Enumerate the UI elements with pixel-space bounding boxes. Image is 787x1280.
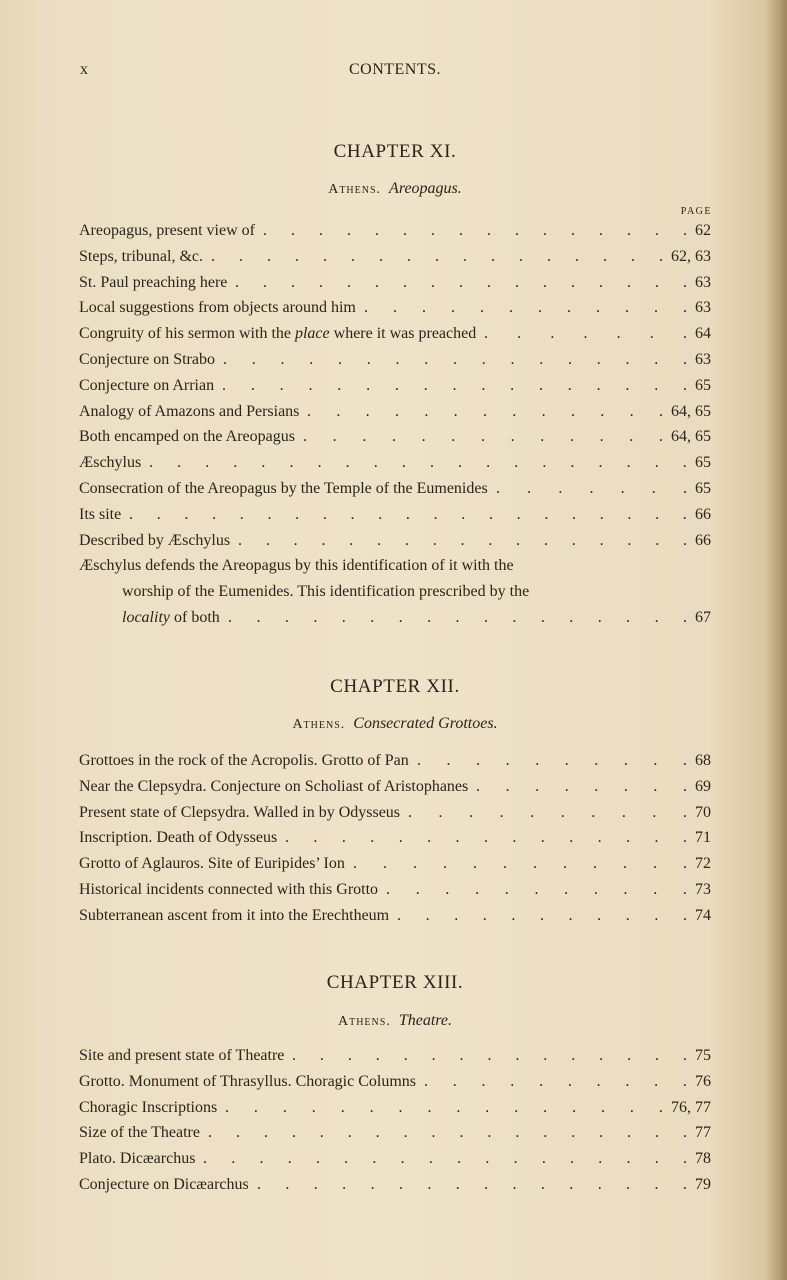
- toc-page-number: 73: [695, 881, 711, 898]
- toc-entry: [79, 503, 711, 527]
- toc-entry-text: Site and present state of Theatre: [79, 1047, 285, 1064]
- toc-entry: [79, 852, 711, 876]
- toc-entry: [79, 400, 711, 424]
- toc-entry-text: Both encamped on the Areopagus: [79, 428, 295, 446]
- toc-page-number: 70: [695, 803, 711, 821]
- toc-entry: [79, 826, 711, 850]
- toc-entry: [79, 477, 711, 501]
- toc-page-number: 62: [695, 222, 711, 239]
- toc-entry: [79, 529, 711, 553]
- toc-entry: [79, 1096, 711, 1120]
- page-edge-shadow: [765, 0, 787, 1280]
- leader-dots: . . . . . . . . . . . . .: [307, 402, 663, 420]
- toc-page-number: 63: [695, 273, 711, 291]
- toc-entry-text: St. Paul preaching here: [79, 273, 228, 291]
- chapter-xii-place: Athens.: [292, 717, 346, 732]
- leader-dots: . . . . . . . . . . . .: [364, 299, 687, 317]
- toc-entry-text: Subterranean ascent from it into the Erechtheum: [79, 906, 390, 924]
- toc-entry: [79, 245, 711, 269]
- toc-entry: [79, 1070, 711, 1094]
- leader-dots: . . . . . . . . . . . . . . .: [285, 829, 687, 847]
- toc-entry-italic: locality: [122, 609, 170, 626]
- toc-entry-text: Consecration of the Areopagus by the Temple of the Eumenides: [79, 480, 488, 497]
- toc-page-number: 63: [695, 299, 711, 317]
- toc-entry-text: Grottoes in the rock of the Acropolis. Grotto of Pan: [79, 752, 409, 769]
- toc-entry-text: Described by Æschylus: [79, 531, 231, 549]
- leader-dots: . . . . . . . . . . .: [397, 906, 687, 924]
- toc-page-number: 72: [695, 855, 711, 873]
- chapter-xii-subtitle: [80, 715, 710, 733]
- toc-entry: [79, 219, 711, 243]
- toc-entry-text: Grotto. Monument of Thrasyllus. Choragic Columns: [79, 1072, 417, 1090]
- toc-page-number: 75: [695, 1047, 711, 1064]
- page-column-label: PAGE: [680, 206, 712, 217]
- toc-page-number: 71: [695, 829, 711, 847]
- toc-page-number: 64, 65: [671, 428, 711, 446]
- toc-entry-text: Plato. Dicæarchus: [79, 1150, 196, 1168]
- toc-entry: [79, 1147, 711, 1171]
- running-title: CONTENTS.: [348, 61, 442, 78]
- chapter-xi-place: Athens.: [328, 182, 382, 197]
- toc-page-number: 64, 65: [671, 402, 711, 420]
- toc-entry-text: Inscription. Death of Odysseus: [79, 829, 278, 847]
- toc-page-number: 65: [695, 376, 711, 394]
- toc-page-number: 78: [695, 1150, 711, 1168]
- chapter-xiii-subject: Theatre.: [398, 1012, 453, 1029]
- leader-dots: . . . . . . . . . . .: [386, 881, 687, 898]
- toc-entry: [79, 451, 711, 475]
- toc-page-number: 67: [695, 609, 711, 626]
- toc-entry-text: Present state of Clepsydra. Walled in by Odysseus: [79, 803, 401, 821]
- toc-entry-text: worship of the Eumenides. This identification prescribed by the: [122, 583, 530, 601]
- toc-entry: [79, 749, 711, 773]
- toc-page-number: 63: [695, 351, 711, 368]
- toc-page-number: 77: [695, 1124, 711, 1142]
- toc-page-number: 62, 63: [671, 247, 711, 265]
- leader-dots: . . . . . . . . . . . . . . . .: [257, 1176, 687, 1193]
- leader-dots: . . . . . . . . . .: [408, 803, 687, 821]
- leader-dots: . . . . . . . . . . . . . . . . . .: [208, 1124, 687, 1142]
- leader-dots: . . . . . . . . . . . .: [353, 855, 687, 873]
- leader-dots: . . . . . . . . . . . . . . . . .: [211, 247, 663, 265]
- toc-entry-line: [79, 554, 711, 578]
- toc-entry-text: Areopagus, present view of: [79, 222, 255, 239]
- toc-entry: [79, 1044, 711, 1068]
- toc-entry-text-before: Congruity of his sermon with the: [79, 325, 295, 343]
- page-number: x: [80, 61, 89, 78]
- toc-entry-text-after: where it was preached: [329, 325, 477, 343]
- leader-dots: . . . . . . . . . . . . . . . . . . . .: [149, 454, 687, 472]
- toc-entry-line: [79, 580, 711, 604]
- leader-dots: . . . . . . . . . . . . . . . .: [263, 222, 687, 239]
- toc-page-number: 64: [695, 325, 711, 343]
- toc-page-number: 76, 77: [671, 1098, 711, 1116]
- leader-dots: . . . . . . . . . . . . . . . . .: [222, 376, 687, 394]
- leader-dots: . . . . . . .: [496, 480, 687, 497]
- leader-dots: . . . . . . . . . . . . . . . . .: [235, 273, 687, 291]
- toc-entry-text: Conjecture on Strabo: [79, 351, 215, 368]
- toc-entry: [79, 425, 711, 449]
- toc-entry-text: Grotto of Aglauros. Site of Euripides’ Ion: [79, 855, 345, 873]
- toc-entry: [79, 296, 711, 320]
- toc-entry: [79, 606, 711, 630]
- toc-entry-text: Historical incidents connected with this Grotto: [79, 881, 379, 898]
- toc-entry-text-after: of both: [169, 609, 220, 626]
- toc-entry-text: Conjecture on Arrian: [79, 376, 215, 394]
- toc-entry: [79, 1121, 711, 1145]
- leader-dots: . . . . . . . . . .: [417, 752, 687, 769]
- toc-entry-text: Æschylus: [79, 454, 142, 472]
- toc-entry-text: Steps, tribunal, &c.: [79, 247, 203, 265]
- toc-entry: [79, 348, 711, 372]
- toc-page-number: 76: [695, 1072, 711, 1090]
- toc-entry-text: Size of the Theatre: [79, 1124, 200, 1142]
- chapter-xii-subject: Consecrated Grottoes.: [353, 715, 498, 732]
- chapter-xii-title: CHAPTER XII.: [330, 676, 460, 697]
- toc-entry: [79, 775, 711, 799]
- toc-entry: [79, 1173, 711, 1197]
- leader-dots: . . . . . . . . . . . . . . .: [292, 1047, 687, 1064]
- toc-page-number: 66: [695, 505, 711, 523]
- toc-entry-italic: place: [294, 325, 330, 343]
- chapter-xi-title: CHAPTER XI.: [333, 141, 457, 162]
- toc-entry-text: Analogy of Amazons and Persians: [79, 402, 300, 420]
- toc-page-number: 79: [695, 1176, 711, 1193]
- toc-entry: [79, 322, 711, 346]
- toc-page-number: 66: [695, 531, 711, 549]
- toc-page-number: 65: [695, 480, 711, 497]
- toc-entry-text: Conjecture on Dicæarchus: [79, 1176, 249, 1193]
- leader-dots: . . . . . . .: [484, 325, 687, 343]
- toc-entry-text: Æschylus defends the Areopagus by this identification of it with the: [79, 557, 514, 575]
- leader-dots: . . . . . . . . . . . . . . . . .: [228, 609, 687, 626]
- running-header: [80, 61, 710, 85]
- chapter-xiii-place: Athens.: [337, 1014, 391, 1029]
- leader-dots: . . . . . . . . . .: [424, 1072, 687, 1090]
- toc-page-number: 65: [695, 454, 711, 472]
- leader-dots: . . . . . . . . . . . . .: [303, 428, 663, 446]
- toc-entry-text: Local suggestions from objects around him: [79, 299, 356, 317]
- leader-dots: . . . . . . . . . . . . . . . . . .: [203, 1150, 687, 1168]
- chapter-xiii-subtitle: [80, 1012, 710, 1030]
- chapter-xiii-title: CHAPTER XIII.: [326, 972, 464, 993]
- chapter-xi-subject: Areopagus.: [389, 180, 462, 197]
- toc-entry: [79, 374, 711, 398]
- toc-entry-text: Its site: [79, 505, 122, 523]
- toc-page-number: 69: [695, 777, 711, 795]
- toc-entry: [79, 801, 711, 825]
- leader-dots: . . . . . . . . . . . . . . . . .: [223, 351, 687, 368]
- leader-dots: . . . . . . . . . . . . . . . .: [225, 1098, 663, 1116]
- leader-dots: . . . . . . . . . . . . . . . . . . . . .: [129, 505, 687, 523]
- toc-entry-text: [122, 606, 220, 630]
- toc-entry-text: Choragic Inscriptions: [79, 1098, 218, 1116]
- leader-dots: . . . . . . . .: [476, 777, 687, 795]
- toc-entry: [79, 878, 711, 902]
- toc-entry-text: [79, 322, 476, 346]
- toc-entry: [79, 271, 711, 295]
- chapter-xi-subtitle: [80, 180, 710, 198]
- leader-dots: . . . . . . . . . . . . . . . . .: [238, 531, 687, 549]
- toc-page-number: 68: [695, 752, 711, 769]
- toc-page-number: 74: [695, 906, 711, 924]
- toc-entry-text: Near the Clepsydra. Conjecture on Scholiast of Aristophanes: [79, 777, 469, 795]
- toc-entry: [79, 904, 711, 928]
